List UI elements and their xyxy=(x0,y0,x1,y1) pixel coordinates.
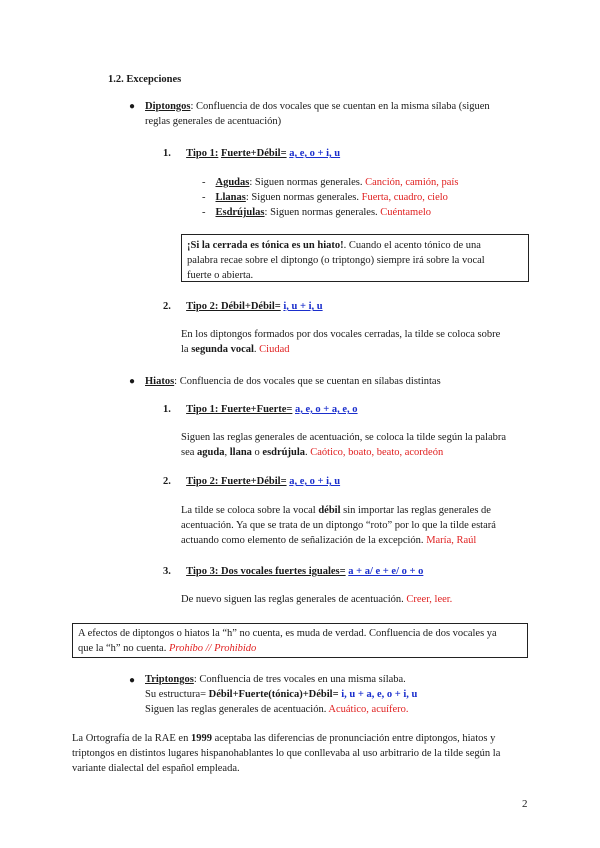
diptongo-tipo1-list xyxy=(202,175,458,221)
hiato-tipo1-heading: 1. Tipo 1: Fuerte+Fuerte= a, e, o + a, e, o xyxy=(163,404,358,415)
vowel-formula: i, u + a, e, o + i, u xyxy=(341,689,418,701)
diptongos-term: Diptongos xyxy=(145,101,191,112)
diptongo-tipo2-text: En los diptongos formados por dos vocales cerradas, la tilde se coloca sobre la segunda vocal. Ciudad xyxy=(181,329,501,356)
diptongo-tipo1-heading: 1. Tipo 1: Fuerte+Débil= a, e, o + i, u xyxy=(163,148,341,159)
vowel-formula: a + a/ e + e/ o + o xyxy=(348,566,424,577)
bullet-icon: ● xyxy=(129,101,136,112)
hiato-tipo2-heading: 2. Tipo 2: Fuerte+Débil= a, e, o + i, u xyxy=(163,476,341,487)
bullet-icon: ● xyxy=(129,675,136,686)
list-item: - Agudas: Siguen normas generales. Canción, camión, país xyxy=(202,177,459,188)
hiato-tipo3-heading: 3. Tipo 3: Dos vocales fuertes iguales= a + a/ e + e/ o + o xyxy=(163,566,424,577)
vowel-formula: a, e, o + i, u xyxy=(289,476,341,487)
diptongos-desc-cont: reglas generales de acentuación) xyxy=(145,116,282,128)
diptongos-desc: : Confluencia de dos vocales que se cuentan en la misma sílaba (siguen xyxy=(190,101,490,112)
hiato-tipo1-text: Siguen las reglas generales de acentuación, se coloca la tilde según la palabra sea aguda, llana o esdrújula. Caótico, boato, beato, acordeón xyxy=(181,432,507,459)
diptongo-tipo2-heading: 2. Tipo 2: Débil+Débil= i, u + i, u xyxy=(163,301,323,312)
hiato-tipo3-text: De nuevo siguen las reglas generales de acentuación. Creer, leer. xyxy=(181,594,453,605)
bullet-icon: ● xyxy=(129,376,136,387)
vowel-formula: a, e, o + a, e, o xyxy=(295,404,358,415)
hiato-note-box: ¡Si la cerrada es tónica es un hiato!. Cuando el acento tónico de una palabra recae sobre el diptongo (o triptongo) siempre irá sobre la vocal fuerte o abierta. xyxy=(181,234,529,282)
vowel-formula: i, u + i, u xyxy=(283,301,323,312)
hiatos-definition: Hiatos: Confluencia de dos vocales que se cuentan en sílabas distintas xyxy=(145,376,441,387)
list-item: - Esdrújulas: Siguen normas generales. Cuéntamelo xyxy=(202,207,432,219)
vowel-formula: a, e, o + i, u xyxy=(289,148,341,159)
list-item: - Llanas: Siguen normas generales. Fuerta, cuadro, cielo xyxy=(202,192,448,204)
diptongos-definition xyxy=(145,99,535,129)
page-number: 2 xyxy=(522,798,528,810)
closing-paragraph: La Ortografía de la RAE en 1999 aceptaba las diferencias de pronunciación entre diptongos, hiatos y triptongos en distintos lugares hispanohablantes lo que conllevaba al uso arbitrario de la tilde según la variante dialectal del español empleada. xyxy=(72,733,501,775)
h-note-box: A efectos de diptongos o hiatos la “h” no cuenta, es muda de verdad. Confluencia de dos vocales ya que la “h” no cuenta. Prohíbo // Prohibido xyxy=(72,623,528,658)
hiato-tipo2-text: La tilde se coloca sobre la vocal débil sin importar las reglas generales de acentuación. Ya que se trata de un diptongo “roto” por lo que la tilde estará actuando como elemento de señalización de la excepción. María, Raúl xyxy=(181,505,496,547)
triptongos-definition: Triptongos: Confluencia de tres vocales en una misma sílaba. Su estructura= Débil+Fuerte(tónica)+Débil= i, u + a, e, o + i, u Siguen las reglas generales de acentuación. Acuático, acuífero. xyxy=(145,674,418,716)
section-title: 1.2. Excepciones xyxy=(108,74,182,85)
